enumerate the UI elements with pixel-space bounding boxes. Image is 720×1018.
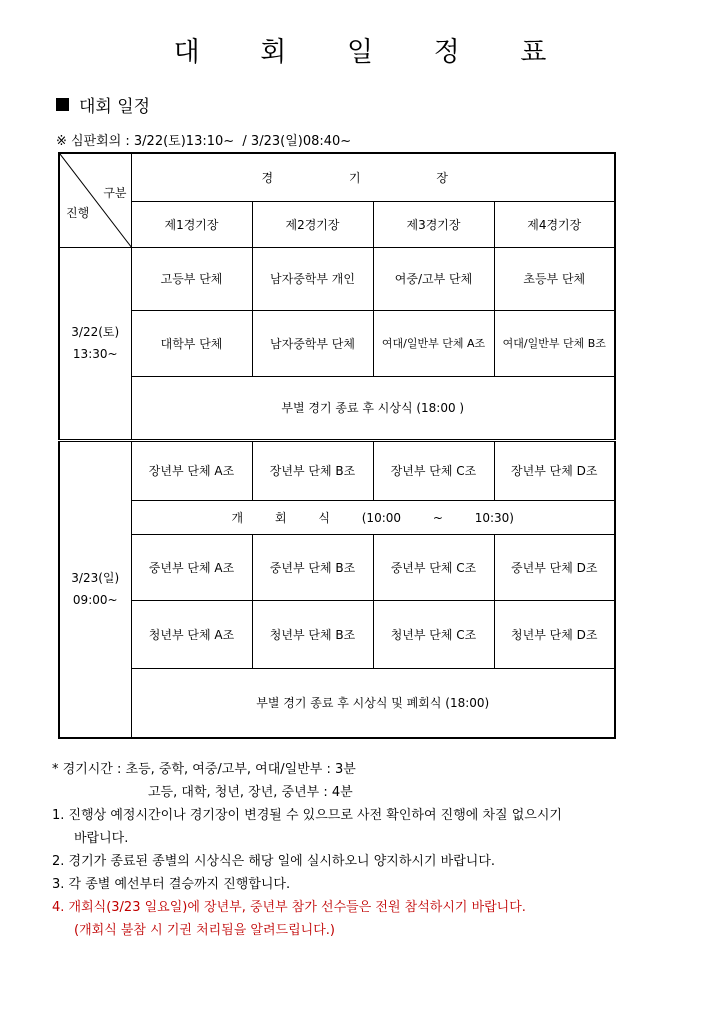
- day2-label-cell: [59, 440, 131, 738]
- schedule-table: [58, 152, 616, 739]
- schedule-cell: 남자중학부 단체: [252, 310, 373, 376]
- match-time-line-1: * 경기시간 : 초등, 중학, 여중/고부, 여대/일반부 : 3분: [52, 762, 356, 777]
- venue-header: [131, 153, 615, 201]
- note-3: 3. 각 종별 예선부터 결승까지 진행합니다.: [52, 877, 291, 892]
- schedule-cell: 대학부 단체: [131, 310, 252, 376]
- venue-header-label: 경 기 장: [261, 170, 484, 185]
- page-title: 대 회 일 정 표: [173, 37, 573, 68]
- venue-header-2: 제2경기장: [252, 201, 373, 247]
- opening-ceremony-label: 개 회 식 (10:00 ~ 10:30): [231, 510, 514, 525]
- day2-time: 09:00~: [72, 593, 118, 608]
- section-heading-text: 대회 일정: [79, 97, 151, 117]
- note-1-continued: 바랍니다.: [74, 831, 129, 846]
- schedule-cell: 중년부 단체 C조: [373, 534, 494, 600]
- venue-header-3: 제3경기장: [373, 201, 494, 247]
- section-heading: [56, 92, 150, 117]
- opening-ceremony: [131, 500, 615, 534]
- schedule-cell: 청년부 단체 B조: [252, 600, 373, 668]
- schedule-cell: 청년부 단체 C조: [373, 600, 494, 668]
- diagonal-divider: [60, 154, 132, 248]
- venue-header-1: 제1경기장: [131, 201, 252, 247]
- schedule-cell: 청년부 단체 D조: [494, 600, 615, 668]
- schedule-cell: 청년부 단체 A조: [131, 600, 252, 668]
- note-4-continued: (개회식 불참 시 기권 처리됨을 알려드립니다.): [74, 923, 335, 938]
- schedule-cell: 여대/일반부 단체 A조: [373, 310, 494, 376]
- note-1: 1. 진행상 예정시간이나 경기장이 변경될 수 있으므로 사전 확인하여 진행에 차질 없으시기: [52, 808, 562, 823]
- schedule-cell: 중년부 단체 D조: [494, 534, 615, 600]
- schedule-cell: 중년부 단체 B조: [252, 534, 373, 600]
- match-time-line-2: 고등, 대학, 청년, 장년, 중년부 : 4분: [148, 785, 353, 800]
- notes-section: [52, 758, 562, 942]
- schedule-cell: 장년부 단체 A조: [131, 440, 252, 500]
- day1-label-cell: [59, 247, 131, 440]
- schedule-cell: 남자중학부 개인: [252, 247, 373, 310]
- schedule-cell: 여중/고부 단체: [373, 247, 494, 310]
- note-4: 4. 개회식(3/23 일요일)에 장년부, 중년부 참가 선수들은 전원 참석하시기 바랍니다.: [52, 900, 526, 915]
- corner-label-progress: 진행: [66, 206, 90, 220]
- day1-ceremony: 부별 경기 종료 후 시상식 (18:00 ): [131, 376, 615, 440]
- day1-date: 3/22(토): [71, 325, 120, 339]
- referee-meeting-line: ※ 심판회의 : 3/22(토)13:10~ / 3/23(일)08:40~: [56, 134, 352, 149]
- schedule-cell: 장년부 단체 B조: [252, 440, 373, 500]
- black-square-icon: [56, 98, 69, 111]
- venue-header-4: 제4경기장: [494, 201, 615, 247]
- day2-ceremony: 부별 경기 종료 후 시상식 및 폐회식 (18:00): [131, 668, 615, 738]
- schedule-cell: 초등부 단체: [494, 247, 615, 310]
- note-2: 2. 경기가 종료된 종별의 시상식은 해당 일에 실시하오니 양지하시기 바랍니다.: [52, 854, 496, 869]
- schedule-cell: 장년부 단체 D조: [494, 440, 615, 500]
- schedule-cell: 중년부 단체 A조: [131, 534, 252, 600]
- corner-label-category: 구분: [103, 186, 127, 200]
- header-corner-cell: [59, 153, 131, 247]
- schedule-cell: 장년부 단체 C조: [373, 440, 494, 500]
- day2-date: 3/23(일): [71, 571, 120, 586]
- day1-time: 13:30~: [72, 347, 118, 361]
- schedule-cell: 여대/일반부 단체 B조: [494, 310, 615, 376]
- schedule-cell: 고등부 단체: [131, 247, 252, 310]
